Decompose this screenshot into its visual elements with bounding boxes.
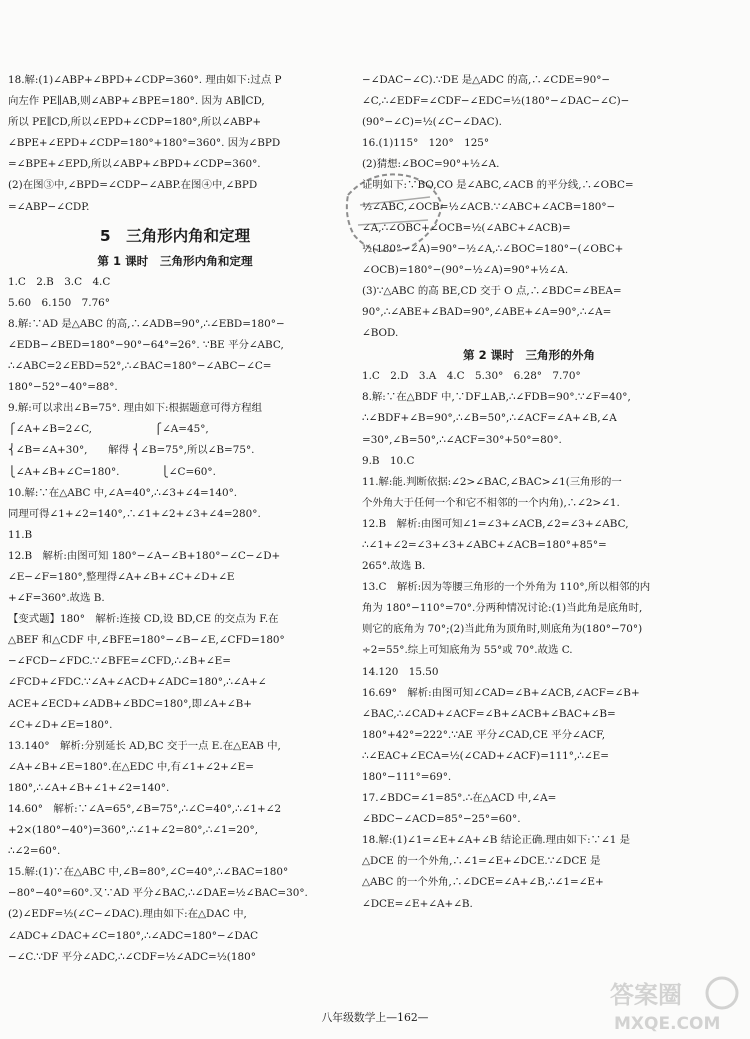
answer-line: (2)猜想:∠BOC=90°+½∠A. (362, 158, 500, 171)
watermark-url: MXQE.COM (614, 1014, 721, 1034)
answer-line: −∠DAC−∠C).∵DE 是△ADC 的高,∴∠CDE=90°− (362, 74, 611, 86)
answer-line: 11.B (8, 528, 33, 541)
answer-line: =∠ABP−∠CDP. (8, 200, 90, 213)
answer-line: 15.解:(1)∵在△ABC 中,∠B=80°,∠C=40°,∴∠BAC=180° (8, 866, 289, 879)
left-lines-a (8, 70, 342, 218)
answer-line: 12.B 解析:由图可知 180°−∠A−∠B+180°−∠C−∠D+ (8, 549, 281, 562)
answer-line: 8.解:∵AD 是△ABC 的高,∴∠ADB=90°,∴∠EBD=180°− (8, 317, 285, 330)
answer-line: ÷2=55°.综上可知底角为 55°或 70°.故选 C. (362, 644, 573, 657)
equation-system-line: ⎩∠A+∠B+∠C=180°. ⎩∠C=60°. (8, 465, 216, 478)
answer-line: 则它的底角为 70°;(2)当此角为顶角时,则底角为(180°−70°) (362, 623, 643, 636)
answer-line: ∠FCD+∠FDC.∵∠A+∠ACD+∠ADC=180°,∴∠A+∠ (8, 676, 267, 689)
answer-line: △ABC 的一个外角,∴∠DCE=∠A+∠B,∴∠1=∠E+ (362, 876, 604, 889)
answer-line: 个外角大于任何一个和它不相邻的一个内角),∴∠2>∠1. (362, 496, 620, 509)
answer-line: 5.60 6.150 7.76° (8, 296, 110, 309)
answer-line: 265°.故选 B. (362, 560, 426, 573)
answer-line: (2)∠EDF=½(∠C−∠DAC).理由如下:在△DAC 中, (8, 908, 247, 921)
answer-line: 所以 PE∥CD,所以∠EPD+∠CDP=180°,所以∠ABP+ (8, 116, 262, 129)
answer-line: ∴∠1+∠2=∠3+∠3+∠ABC+∠ACB=180°+85°= (362, 538, 607, 551)
answer-line: 1.C 2.D 3.A 4.C 5.30° 6.28° 7.70° (362, 370, 581, 383)
answer-line: −∠C.∵DF 平分∠ADC,∴∠CDF=½∠ADC=½(180° (8, 950, 256, 963)
answer-line: +2×(180°−40°)=360°,∴∠1+∠2=80°,∴∠1=20°, (8, 824, 259, 837)
ink-stamp (340, 165, 450, 260)
answer-line: −∠FCD−∠FDC.∵∠BFE=∠CFD,∴∠B+∠E= (8, 655, 231, 668)
answer-line: ∠C,∴∠EDF=∠CDF−∠EDC=½(180°−∠DAC−∠C)− (362, 95, 630, 108)
answer-line: 180°−111°=69°. (362, 771, 452, 783)
answer-line: (3)∵△ABC 的高 BE,CD 交于 O 点,∴∠BDC=∠BEA= (362, 284, 622, 297)
watermark-title: 答案圈 (610, 981, 682, 1009)
lesson-title: 第 1 课时 三角形内角和定理 (97, 253, 253, 268)
answer-line: ∴∠2=60°. (8, 845, 61, 858)
answer-line: ∠A+∠B+∠E=180°.在△EDC 中,有∠1+∠2+∠E= (8, 760, 254, 773)
answer-line: ∠ADC+∠DAC+∠C=180°,∴∠ADC=180°−∠DAC (8, 929, 259, 942)
answer-line: 16.(1)115° 120° 125° (362, 137, 490, 150)
answer-line: (90°−∠C)=½(∠C−∠DAC). (362, 116, 502, 129)
answer-line: ACE+∠ECD+∠ADB+∠BDC=180°,即∠A+∠B+ (8, 697, 252, 710)
answer-line: 角为 180°−110°=70°.分两种情况讨论:(1)当此角是底角时, (362, 602, 643, 615)
equation-system-line: ⎧∠A+∠B=2∠C, ⎧∠A=45°, (8, 423, 209, 436)
answer-line: 180°−52°−40°=88°. (8, 381, 118, 394)
answer-line: ∴∠ABC=2∠EBD=52°,∴∠BAC=180°−∠ABC−∠C= (8, 360, 272, 373)
section-title: 5 三角形内角和定理 (99, 226, 251, 245)
answer-line: △BEF 和△CDF 中,∠BFE=180°−∠B−∠E,∠CFD=180° (8, 634, 285, 647)
answer-line: 14.60° 解析:∵∠A=65°,∠B=75°,∴∠C=40°,∴∠1+∠2 (8, 803, 282, 815)
answer-line: 1.C 2.B 3.C 4.C (8, 275, 111, 288)
answer-line: 11.解:能.判断依据:∠2>∠BAC,∠BAC>∠1(三角形的一 (362, 475, 622, 488)
equation-system-line: ⎨∠B=∠A+30°, 解得 ⎨∠B=75°,所以∠B=75°. (8, 444, 255, 457)
left-column (8, 70, 342, 968)
answer-line: △DCE 的一个外角,∴∠1=∠E+∠DCE.∵∠DCE 是 (362, 855, 601, 868)
answer-line: =∠BPE+∠EPD,所以∠ABP+∠BPD+∠CDP=360°. (8, 158, 261, 171)
answer-line: ∠EDB−∠BED=180°−90°−64°=26°. ∵BE 平分∠ABC, (8, 338, 284, 351)
left-lines-b (8, 272, 342, 968)
answer-line: ∴∠EAC+∠ECA=½(∠CAD+∠ACF)=111°,∴∠E= (362, 749, 609, 762)
answer-line: ∠BPE+∠EPD+∠CDP=180°+180°=360°. 因为∠BPD (8, 137, 281, 150)
answer-line: ∴∠BDF+∠B=90°,∴∠B=50°,∴∠ACF=∠A+∠B,∠A (362, 412, 617, 425)
answer-line: =30°,∠B=50°,∴∠ACF=30°+50°=80°. (362, 433, 562, 446)
answer-line: 13.140° 解析:分别延长 AD,BC 交于一点 E.在△EAB 中, (8, 739, 281, 752)
answer-line: 12.B 解析:由图可知∠1=∠3+∠ACB,∠2=∠3+∠ABC, (362, 517, 629, 530)
answer-line: 向左作 PE∥AB,则∠ABP+∠BPE=180°. 因为 AB∥CD, (8, 95, 265, 108)
answer-line: −80°−40°=60°.又∵AD 平分∠BAC,∴∠DAE=½∠BAC=30°. (8, 887, 308, 900)
answer-line: 180°,∴∠A+∠B+∠1+∠2=140°. (8, 781, 170, 794)
lesson-title: 第 2 课时 三角形的外角 (462, 348, 596, 363)
answer-line: ∠OCB)=180°−(90°−½∠A)=90°+½∠A. (362, 263, 569, 276)
answer-line: ∠DCE=∠E+∠A+∠B. (362, 897, 473, 910)
answer-line: 同理可得∠1+∠2=140°,∴∠1+∠2+∠3+∠4=280°. (8, 507, 261, 520)
answer-line: 8.解:∵在△BDF 中,∵DF⊥AB,∴∠FDB=90°.∵∠F=40°, (362, 391, 631, 404)
answer-line: 18.解:(1)∠1=∠E+∠A+∠B 结论正确.理由如下:∵∠1 是 (362, 834, 631, 847)
answer-line: 9.B 10.C (362, 454, 415, 467)
answer-line: 18.解:(1)∠ABP+∠BPD+∠CDP=360°. 理由如下:过点 P (8, 74, 282, 86)
answer-line: ∠BOD. (362, 327, 399, 340)
page-footer: 八年级数学上—162— (321, 1011, 429, 1024)
answer-line: ∠E−∠F=180°,整理得∠A+∠B+∠C+∠D+∠E (8, 570, 235, 583)
answer-line: ∠BDC−∠ACD=85°−25°=60°. (362, 813, 521, 826)
answer-line: 17.∠BDC=∠1=85°.∴在△ACD 中,∠A= (362, 792, 557, 805)
answer-line: ½∠ABC,∠OCB=½∠ACB.∵∠ABC+∠ACB=180°− (362, 200, 616, 213)
answer-line: +∠F=360°.故选 B. (8, 592, 105, 605)
answer-line: 证明如下:∵BO,CO 是∠ABC,∠ACB 的平分线,∴∠OBC= (362, 179, 634, 192)
answer-line: ∠BAC,∴∠CAD+∠ACF=∠B+∠ACB+∠BAC+∠B= (362, 707, 616, 720)
watermark-logo (606, 973, 746, 1035)
answer-line: 16.69° 解析:由图可知∠CAD=∠B+∠ACB,∠ACF=∠B+ (362, 686, 640, 699)
answer-line: ∠A,∴∠OBC+∠OCB=½(∠ABC+∠ACB)= (362, 221, 571, 234)
answer-line: 90°,∴∠ABE+∠BAD=90°,∠ABE+∠A=90°,∴∠A= (362, 306, 612, 319)
answer-line: ½(180°−∠A)=90°−½∠A,∴∠BOC=180°−(∠OBC+ (362, 242, 624, 255)
answer-line: ∠C+∠D+∠E=180°. (8, 718, 113, 731)
answer-line: 【变式题】180° 解析:连接 CD,设 BD,CE 的交点为 F.在 (8, 613, 279, 626)
answer-line: (2)在图③中,∠BPD=∠CDP−∠ABP.在图④中,∠BPD (8, 179, 258, 192)
answer-line: 9.解:可以求出∠B=75°. 理由如下:根据题意可得方程组 (8, 402, 263, 415)
right-lines-b (362, 366, 696, 914)
answer-line: 180°+42°=222°.∵AE 平分∠CAD,CE 平分∠ACF, (362, 728, 606, 741)
answer-line: 14.120 15.50 (362, 665, 439, 678)
answer-line: 13.C 解析:因为等腰三角形的一个外角为 110°,所以相邻的内 (362, 581, 651, 594)
answer-line: 10.解:∵在△ABC 中,∠A=40°,∴∠3+∠4=140°. (8, 486, 238, 499)
